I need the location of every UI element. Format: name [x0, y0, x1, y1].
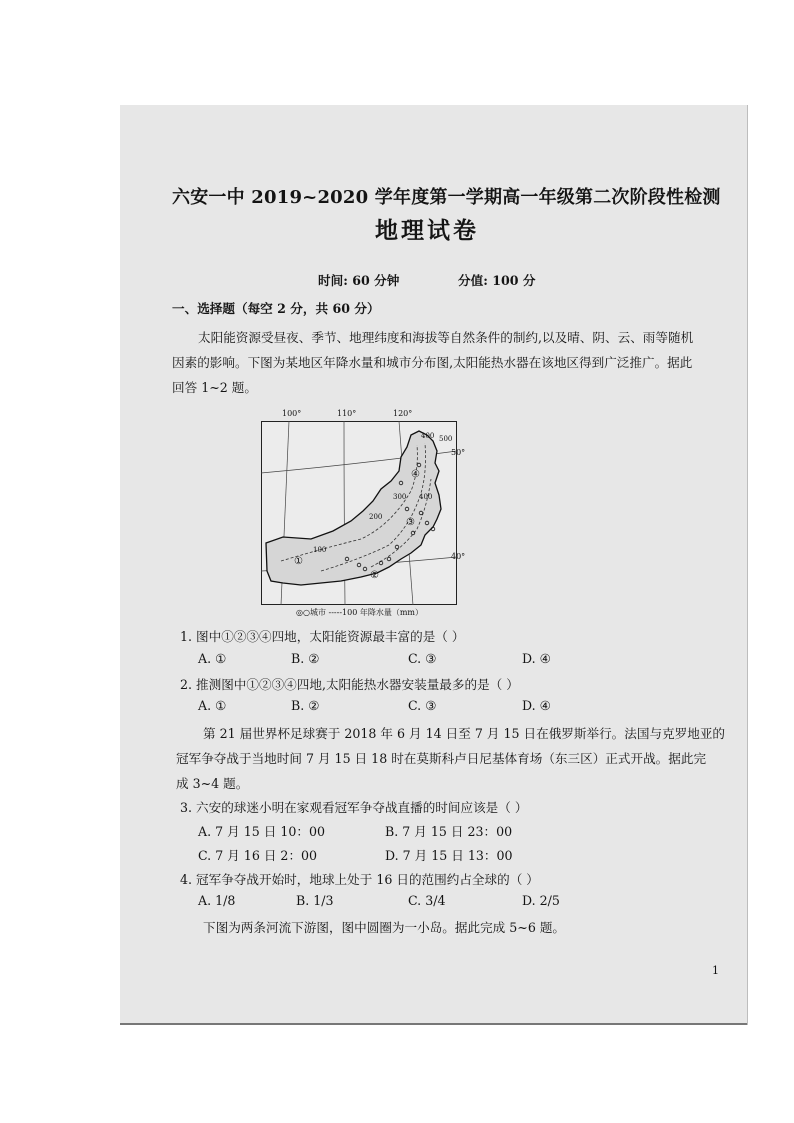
- q3-option-a[interactable]: A. 7 月 15 日 10：00: [198, 824, 325, 839]
- q4-option-b[interactable]: B. 1/3: [296, 893, 334, 908]
- q1-option-b[interactable]: B. ②: [291, 651, 320, 666]
- isohyet-300: 300: [393, 493, 407, 501]
- q4-option-a[interactable]: A. 1/8: [198, 893, 236, 908]
- section-heading: 一、选择题（每空 2 分，共 60 分）: [172, 301, 380, 316]
- q2-option-b[interactable]: B. ②: [291, 698, 320, 713]
- q2-option-d[interactable]: D. ④: [522, 698, 551, 713]
- map-legend: ◎○城市 -----100 年降水量（mm）: [296, 608, 424, 617]
- q1-option-c[interactable]: C. ③: [408, 651, 437, 666]
- q4-option-c[interactable]: C. 3/4: [408, 893, 446, 908]
- isohyet-500: 500: [439, 435, 453, 443]
- region-1-label: ①: [294, 556, 303, 567]
- isohyet-100: 100: [313, 546, 327, 554]
- score-label: 分值: 100 分: [458, 273, 536, 288]
- lon-label-110: 110°: [337, 409, 357, 418]
- q3-option-c[interactable]: C. 7 月 16 日 2：00: [198, 848, 318, 863]
- isohyet-400b: 400: [421, 432, 435, 440]
- page-number: 1: [712, 964, 719, 977]
- q3-option-b[interactable]: B. 7 月 15 日 23：00: [385, 824, 513, 839]
- q2-option-a[interactable]: A. ①: [198, 698, 227, 713]
- subject-title: 地理试卷: [375, 217, 479, 244]
- passage1-line3: 回答 1~2 题。: [172, 380, 257, 395]
- lat-label-40: 40°: [451, 552, 466, 561]
- lat-label-50: 50°: [451, 448, 466, 457]
- q4-stem: 4. 冠军争夺战开始时，地球上处于 16 日的范围约占全球的（ ）: [180, 872, 539, 887]
- q1-option-d[interactable]: D. ④: [522, 651, 551, 666]
- q3-stem: 3. 六安的球迷小明在家观看冠军争夺战直播的时间应该是（ ）: [180, 800, 528, 815]
- passage1-line1: 太阳能资源受昼夜、季节、地理纬度和海拔等自然条件的制约,以及晴、阴、云、雨等随机: [198, 330, 694, 345]
- q1-option-a[interactable]: A. ①: [198, 651, 227, 666]
- q4-option-d[interactable]: D. 2/5: [522, 893, 560, 908]
- time-label: 时间: 60 分钟: [318, 273, 400, 288]
- lon-label-120: 120°: [393, 409, 413, 418]
- q3-option-d[interactable]: D. 7 月 15 日 13：00: [385, 848, 513, 863]
- isohyet-400a: 400: [419, 493, 433, 501]
- region-2-label: ②: [370, 570, 379, 581]
- q2-option-c[interactable]: C. ③: [408, 698, 437, 713]
- isohyet-200: 200: [369, 513, 383, 521]
- region-4-label: ④: [411, 469, 420, 480]
- q2-stem: 2. 推测图中①②③④四地,太阳能热水器安装量最多的是（ ）: [180, 677, 519, 692]
- lon-label-100: 100°: [282, 409, 302, 418]
- passage2-line1: 第 21 届世界杯足球赛于 2018 年 6 月 14 日至 7 月 15 日在俄罗斯举行。法国与克罗地亚的: [203, 726, 726, 741]
- precipitation-map: [261, 421, 457, 605]
- passage3-line1: 下图为两条河流下游图，图中圆圈为一小岛。据此完成 5~6 题。: [203, 920, 566, 935]
- passage2-line3: 成 3~4 题。: [176, 776, 249, 791]
- region-3-label: ③: [406, 517, 415, 528]
- exam-title: 六安一中 2019~2020 学年度第一学期高一年级第二次阶段性检测: [172, 187, 721, 208]
- q1-stem: 1. 图中①②③④四地，太阳能资源最丰富的是（ ）: [180, 629, 465, 644]
- passage1-line2: 因素的影响。下图为某地区年降水量和城市分布图,太阳能热水器在该地区得到广泛推广。据此: [172, 355, 693, 370]
- passage2-line2: 冠军争夺战于当地时间 7 月 15 日 18 时在莫斯科卢日尼基体育场（东三区）正式开战。据此完: [176, 751, 707, 766]
